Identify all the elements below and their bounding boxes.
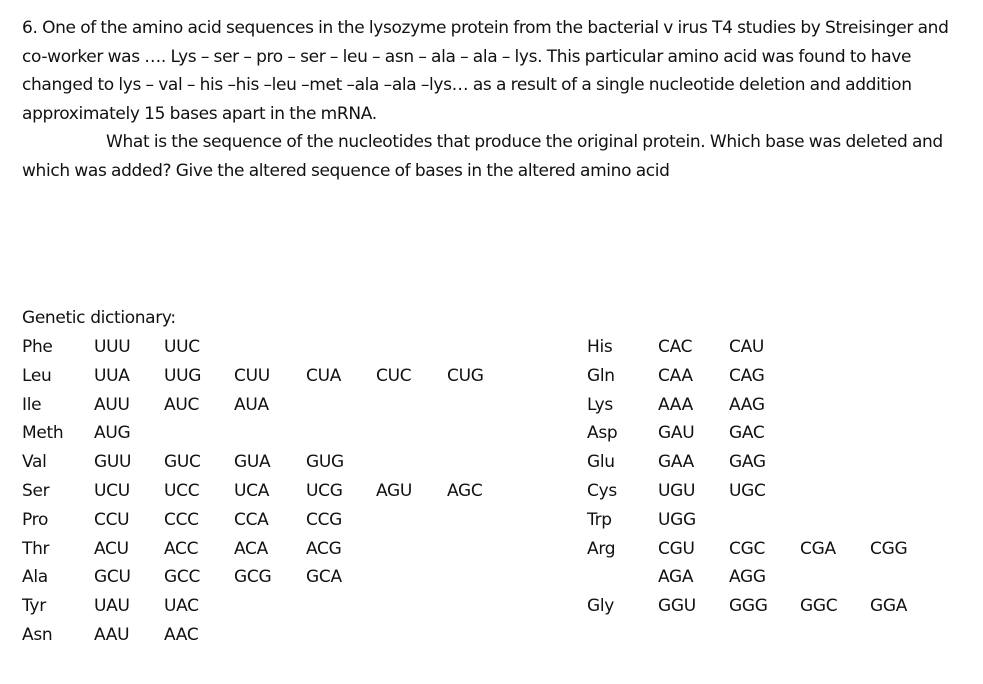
amino-acid-label: Ala	[22, 567, 48, 588]
codon: AGU	[376, 481, 413, 501]
question-text	[22, 14, 967, 186]
amino-acid-label: His	[587, 337, 613, 357]
codon: UGG	[658, 509, 696, 530]
codon: CCU	[94, 509, 130, 530]
amino-acid-label: Asn	[22, 625, 53, 645]
question-paragraph-2: What is the sequence of the nucleotides that produce the original protein. Which base was deleted and which was added? Give the altered sequence of bases in the altered amino acid	[22, 132, 943, 181]
codon: AAU	[94, 625, 130, 645]
codon: UUA	[94, 365, 130, 386]
codon: AGG	[729, 567, 766, 588]
codon: AAG	[729, 394, 765, 415]
codon: CUC	[376, 365, 412, 386]
codon: GAA	[658, 452, 695, 473]
amino-acid-label: Trp	[587, 509, 612, 530]
codon: UAC	[164, 596, 199, 617]
dictionary-row	[0, 506, 983, 534]
codon: GUA	[234, 452, 271, 473]
codon: AUG	[94, 423, 131, 444]
amino-acid-label: Thr	[22, 538, 50, 559]
codon: GCA	[306, 567, 342, 588]
codon: UCA	[234, 481, 270, 501]
dictionary-title: Genetic dictionary:	[22, 308, 176, 328]
codon: AUC	[164, 394, 200, 415]
codon: CAA	[658, 365, 693, 386]
codon: ACA	[234, 538, 268, 559]
codon: GGC	[800, 596, 838, 617]
codon: GUU	[94, 452, 132, 473]
amino-acid-label: Meth	[22, 423, 64, 444]
codon: UUC	[164, 337, 200, 357]
codon: UUG	[164, 365, 202, 386]
dictionary-row	[0, 535, 983, 563]
codon: CGC	[729, 538, 766, 559]
codon: AUA	[234, 394, 269, 415]
codon: UUU	[94, 337, 131, 357]
codon: GGA	[870, 596, 908, 617]
amino-acid-label: Glu	[587, 452, 615, 473]
codon: AAA	[658, 394, 693, 415]
codon: CUA	[306, 365, 342, 386]
codon: UGU	[658, 481, 696, 501]
dictionary-row	[0, 391, 983, 419]
codon: UAU	[94, 596, 130, 617]
amino-acid-label: Gly	[587, 596, 615, 617]
codon: GCU	[94, 567, 131, 588]
amino-acid-label: Cys	[587, 481, 617, 501]
codon: CAU	[729, 337, 765, 357]
codon: ACU	[94, 538, 129, 559]
dictionary-row	[0, 333, 983, 361]
codon: GAC	[729, 423, 765, 444]
codon: CAC	[658, 337, 693, 357]
codon: AAC	[164, 625, 199, 645]
amino-acid-label: Ser	[22, 481, 50, 501]
amino-acid-label: Gln	[587, 365, 615, 386]
dictionary-row	[0, 621, 983, 649]
codon: CGG	[870, 538, 908, 559]
dictionary-row	[0, 362, 983, 390]
codon: CGA	[800, 538, 836, 559]
codon: CCC	[164, 509, 199, 530]
question-paragraph-1: 6. One of the amino acid sequences in the lysozyme protein from the bacterial v irus T4 studies by Streisinger and co-worker was …. Lys – ser – pro – ser – leu – asn – ala – ala – lys. This particular amino acid was found to have changed to lys – val – his –his –leu –met –ala –ala –lys… as a result of a single nucleotide deletion and addition approximately 15 bases apart in the mRNA.	[22, 18, 949, 124]
codon: AUU	[94, 394, 130, 415]
codon: UCG	[306, 481, 343, 501]
amino-acid-label: Ile	[22, 394, 42, 415]
codon: ACG	[306, 538, 342, 559]
codon: GUC	[164, 452, 201, 473]
dictionary-row	[0, 592, 983, 620]
codon: AGC	[447, 481, 483, 501]
codon: ACC	[164, 538, 199, 559]
amino-acid-label: Phe	[22, 337, 53, 357]
dictionary-row	[0, 419, 983, 447]
dictionary-row	[0, 448, 983, 476]
codon: GAU	[658, 423, 695, 444]
amino-acid-label: Val	[22, 452, 47, 473]
codon: UCU	[94, 481, 130, 501]
codon: CCA	[234, 509, 269, 530]
amino-acid-label: Pro	[22, 509, 49, 530]
amino-acid-label: Leu	[22, 365, 52, 386]
amino-acid-label: Asp	[587, 423, 618, 444]
amino-acid-label: Lys	[587, 394, 613, 415]
amino-acid-label: Arg	[587, 538, 616, 559]
codon: GCG	[234, 567, 272, 588]
codon: CUU	[234, 365, 270, 386]
codon: GGG	[729, 596, 768, 617]
codon: UGC	[729, 481, 766, 501]
codon: CGU	[658, 538, 695, 559]
codon: GCC	[164, 567, 201, 588]
codon: CUG	[447, 365, 484, 386]
codon: AGA	[658, 567, 694, 588]
codon: UCC	[164, 481, 200, 501]
codon: GAG	[729, 452, 766, 473]
amino-acid-label: Tyr	[22, 596, 46, 617]
codon: GGU	[658, 596, 696, 617]
codon: GUG	[306, 452, 344, 473]
dictionary-row	[0, 563, 983, 591]
codon: CAG	[729, 365, 765, 386]
dictionary-row	[0, 477, 983, 505]
codon: CCG	[306, 509, 343, 530]
